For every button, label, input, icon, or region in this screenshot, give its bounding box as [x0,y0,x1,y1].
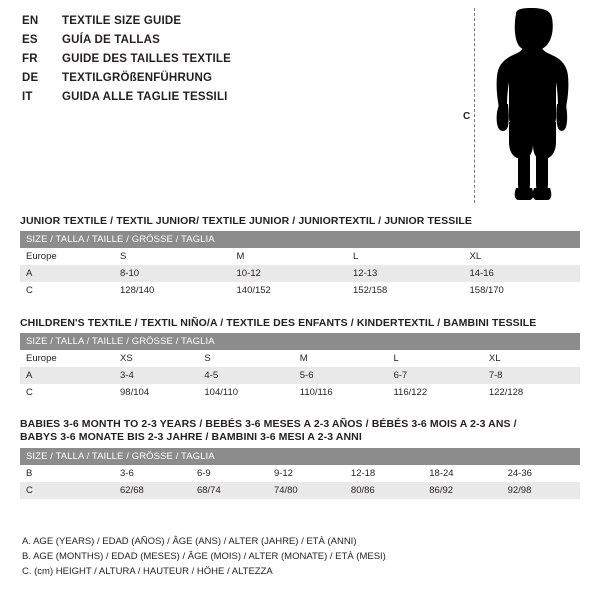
cell: 92/98 [507,485,532,496]
cell: 8-10 [120,268,140,279]
section-childrens-textile [20,317,580,401]
section-babies-textile [20,418,580,499]
table-row [20,350,580,367]
table-row [20,367,580,384]
language-title: GUÍA DE TALLAS [62,34,160,46]
footnote-c: C. (cm) HEIGHT / ALTURA / HAUTEUR / HÖHE / ALTEZZA [22,566,273,577]
language-title: TEXTILE SIZE GUIDE [62,15,182,27]
cell: 152/158 [353,285,388,296]
language-title: GUIDE DES TAILLES TEXTILE [62,53,231,65]
cell: 104/110 [204,387,239,398]
row-label: Europe [26,353,57,364]
size-header-label: SIZE / TALLA / TAILLE / GRÖSSE / TAGLIA [26,336,215,347]
babies-size-table [20,448,580,499]
cell: 12-13 [353,268,378,279]
cell: 98/104 [120,387,150,398]
children-size-table [20,333,580,401]
section-junior-textile [20,215,580,299]
table-row [20,465,580,482]
section-title: CHILDREN'S TEXTILE / TEXTIL NIÑO/A / TEXTILE DES ENFANTS / KINDERTEXTIL / BAMBINI TESSILE [20,317,537,329]
junior-size-table [20,231,580,299]
size-header-label: SIZE / TALLA / TAILLE / GRÖSSE / TAGLIA [26,234,215,245]
table-header-row [20,448,580,465]
row-label: C [26,387,33,398]
language-title-block [22,12,442,107]
cell: 86/92 [429,485,454,496]
cell: 3-6 [120,468,134,479]
language-row-de [22,69,442,88]
height-measure-line [474,8,475,203]
table-header-row [20,231,580,248]
cell: 110/116 [299,387,333,398]
table-row [20,248,580,265]
language-code: DE [22,72,39,84]
row-label: Europe [26,251,57,262]
table-header-row [20,333,580,350]
section-title-line1: BABIES 3-6 MONTH TO 2-3 YEARS / BEBÉS 3-6 MESES A 2-3 AÑOS / BÉBÉS 3-6 MOIS A 2-3 ANS / [20,418,517,430]
cell: 9-12 [273,468,293,479]
measurement-figure [452,8,587,203]
cell: 3-4 [120,370,134,381]
row-label: C [26,485,33,496]
cell: 24-36 [507,468,532,479]
cell: 128/140 [120,285,155,296]
cell: 68/74 [196,485,221,496]
cell: 80/86 [350,485,375,496]
footnote-b: B. AGE (MONTHS) / EDAD (MESES) / ÂGE (MOIS) / ALTER (MONATE) / ETÀ (MESI) [22,551,386,562]
size-header-label: SIZE / TALLA / TAILLE / GRÖSSE / TAGLIA [26,451,215,462]
cell: 122/128 [488,387,524,398]
section-title-line2: BABYS 3-6 MONATE BIS 2-3 JAHRE / BAMBINI 3-6 MESI A 2-3 ANNI [20,431,362,443]
language-title: GUIDA ALLE TAGLIE TESSILI [62,91,228,103]
footnotes-block [22,534,582,579]
table-row [20,384,580,401]
cell: 116/122 [393,387,428,398]
cell: L [393,353,399,364]
table-row [20,265,580,282]
section-title [20,418,580,444]
cell: S [204,353,211,364]
language-code: FR [22,53,38,65]
toddler-silhouette-icon [482,8,582,203]
table-row [20,282,580,299]
cell: 4-5 [204,370,219,381]
cell: M [236,251,245,262]
cell: 7-8 [488,370,503,381]
cell: 12-18 [350,468,376,479]
cell: 74/80 [273,485,298,496]
cell: 62/68 [120,485,144,496]
cell: 6-7 [393,370,408,381]
cell: XL [488,353,501,364]
language-code: IT [22,91,33,103]
row-label: C [26,285,33,296]
cell: XL [469,251,482,262]
cell: 5-6 [299,370,314,381]
table-row [20,482,580,499]
cell: M [299,353,308,364]
cell: XS [120,353,133,364]
row-label: B [26,468,33,479]
language-code: ES [22,34,38,46]
measure-label-c: C [463,111,471,122]
language-title: TEXTILGRÖßENFÜHRUNG [62,72,213,84]
language-row-en [22,12,442,31]
row-label: A [26,370,33,381]
cell: S [120,251,127,262]
section-title: JUNIOR TEXTILE / TEXTIL JUNIOR/ TEXTILE JUNIOR / JUNIORTEXTIL / JUNIOR TESSILE [20,215,472,227]
language-row-it [22,88,442,107]
cell: 10-12 [236,268,261,279]
language-row-es [22,31,442,50]
cell: 140/152 [236,285,271,296]
cell: 6-9 [196,468,211,479]
cell: L [353,251,359,262]
row-label: A [26,268,33,279]
footnote-a: A. AGE (YEARS) / EDAD (AÑOS) / ÂGE (ANS) / ALTER (JAHRE) / ETÀ (ANNI) [22,536,357,547]
cell: 158/170 [469,285,504,296]
cell: 18-24 [429,468,454,479]
cell: 14-16 [469,268,494,279]
language-row-fr [22,50,442,69]
language-code: EN [22,15,39,27]
